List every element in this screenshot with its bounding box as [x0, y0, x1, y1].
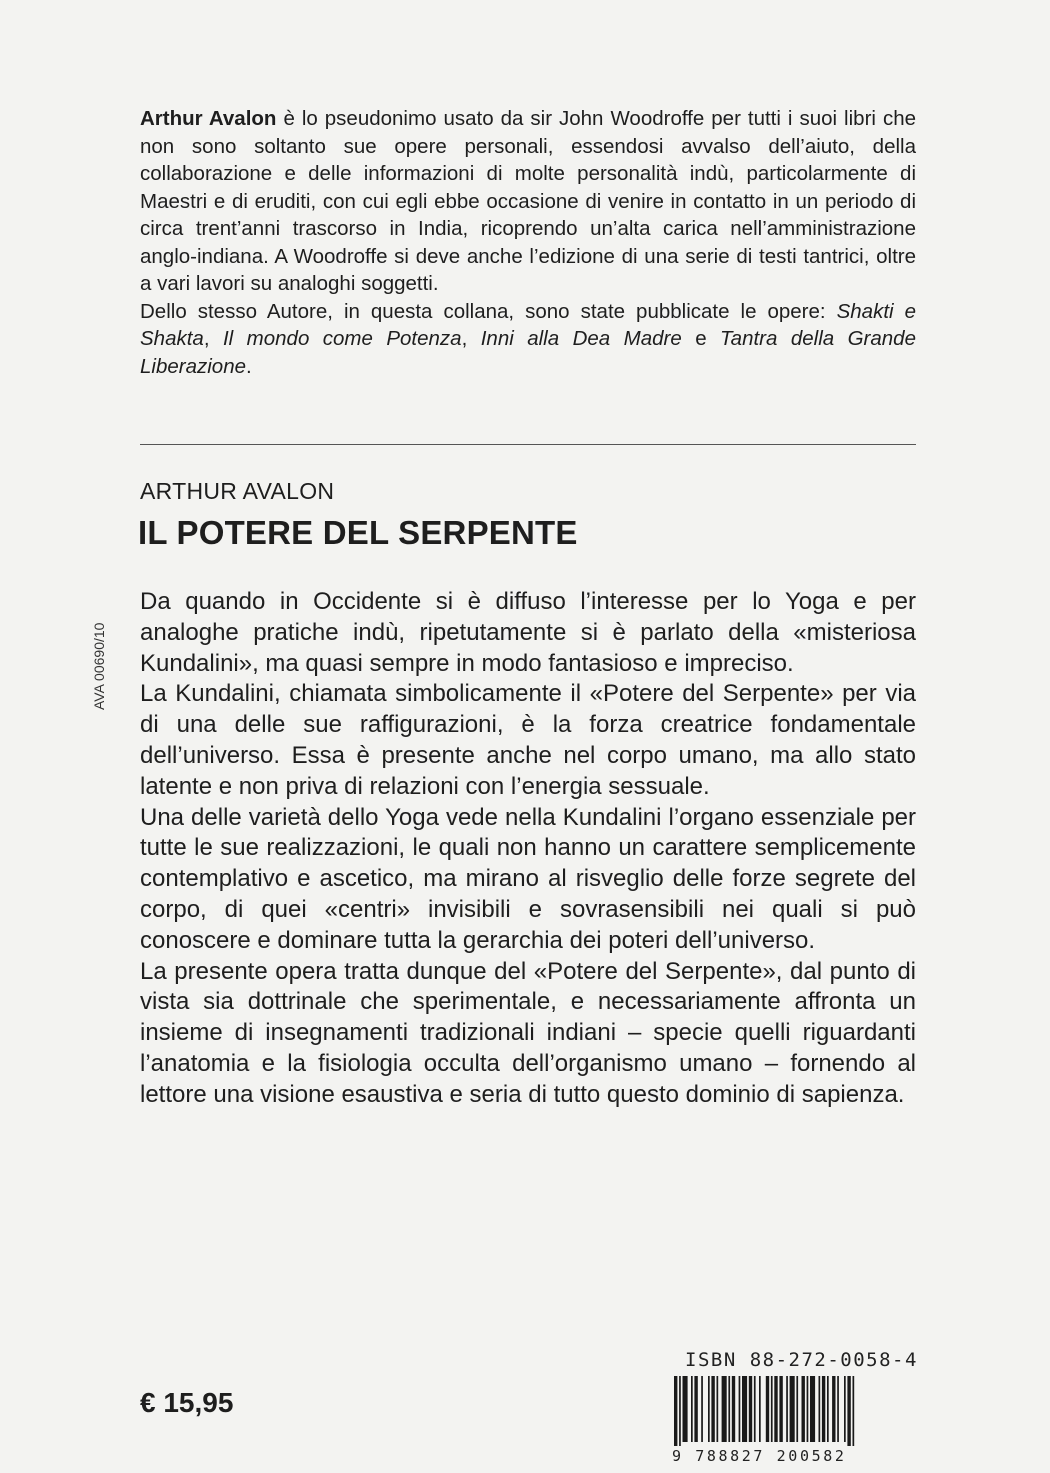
- isbn: ISBN 88-272-0058-4: [685, 1349, 918, 1371]
- barcode-bar: [853, 1376, 855, 1446]
- barcode-bar: [708, 1376, 710, 1442]
- barcode-bar: [819, 1376, 821, 1442]
- book-author: ARTHUR AVALON: [140, 478, 335, 504]
- barcode-bar: [847, 1376, 850, 1446]
- barcode-bar: [701, 1376, 703, 1442]
- bio-text: è lo pseudonimo usato da sir John Woodroffe per tutti i suoi libri che non sono soltanto sue opere personali, essendosi avvalso dell’aiuto, della collaborazione e delle informazioni di molte personalità indù, particolarmente di Maestri e di eruditi, con cui egli ebbe occasione di venire in contatto in un periodo di circa trent’anni trascorso in India, ricoprendo un’alta carica nell’amministrazione anglo-indiana. A Woodroffe si deve anche l’edizione di una serie di testi tantrici, oltre a vari lavori su analoghi soggetti.: [140, 107, 916, 295]
- blurb-paragraph: La Kundalini, chiamata simbolicamente il «Potere del Serpente» per via di una delle sue raffigurazioni, è la forza creatrice fondamentale dell’universo. Essa è presente anche nel corpo umano, ma allo stato latente e non priva di relazioni con l’energia sessuale.: [140, 680, 916, 800]
- bio-paragraph: [140, 105, 916, 298]
- separator: ,: [203, 327, 223, 350]
- barcode-digits: 9 788827 200582: [672, 1447, 847, 1465]
- author-bio: [140, 105, 916, 380]
- book-blurb: [140, 587, 916, 1111]
- barcode-bar: [742, 1376, 747, 1442]
- barcode-bar: [810, 1376, 815, 1442]
- barcode-bar: [754, 1376, 756, 1442]
- barcode-bar: [717, 1376, 719, 1442]
- work-title: Shakti e Shakta: [140, 299, 916, 350]
- barcode-bar: [759, 1376, 761, 1442]
- barcode-bar: [827, 1376, 829, 1442]
- barcode-bar: [802, 1376, 805, 1442]
- barcode-bar: [774, 1376, 777, 1442]
- blurb-paragraph: La presente opera tratta dunque del «Potere del Serpente», dal punto di vista sia dottrinale che sperimentale, e necessariamente affronta un insieme di insegnamenti tradizionali indiani – specie quelli riguardanti l’anatomia e la fisiologia occulta dell’organismo umano – fornendo al lettore una visione esaustiva e seria di tutto questo dominio di sapienza.: [140, 957, 916, 1108]
- works-intro: Dello stesso Autore, in questa collana, sono state pubblicate le opere:: [140, 299, 837, 323]
- barcode-bar: [807, 1376, 809, 1442]
- barcode-bar: [679, 1376, 681, 1446]
- price: € 15,95: [140, 1387, 234, 1418]
- divider-rule: [140, 444, 916, 445]
- barcode-bar: [837, 1376, 839, 1442]
- barcode-bar: [822, 1376, 825, 1442]
- barcode-bar: [674, 1376, 677, 1446]
- barcode-bar: [711, 1376, 714, 1442]
- book-title: IL POTERE DEL SERPENTE: [138, 514, 578, 551]
- barcode-bar: [786, 1376, 788, 1442]
- barcode-bar: [694, 1376, 697, 1442]
- barcode-bar: [691, 1376, 693, 1442]
- separator: ,: [461, 327, 481, 350]
- barcode-bar: [771, 1376, 773, 1442]
- blurb-paragraph: Una delle varietà dello Yoga vede nella Kundalini l’organo essenziale per tutte le sue realizzazioni, le quali non hanno un carattere semplicemente contemplativo e ascetico, ma mirano al risveglio delle forze segrete del corpo, di quei «centri» invisibili e sovrasensibili nei quali si può conoscere e dominare tutta la gerarchia dei poteri dell’universo.: [140, 803, 916, 954]
- barcode-bar: [844, 1376, 846, 1442]
- barcode-bar: [766, 1376, 769, 1442]
- barcode-bar: [739, 1376, 741, 1442]
- catalog-code: AVA 00690/10: [91, 622, 107, 710]
- barcode-bar: [779, 1376, 782, 1442]
- barcode-bar: [796, 1376, 798, 1442]
- work-title: Inni alla Dea Madre: [480, 327, 682, 350]
- bio-works: [140, 298, 916, 381]
- work-title: Il mondo come Potenza: [222, 327, 462, 350]
- barcode-bar: [728, 1376, 730, 1442]
- separator: e: [681, 327, 721, 350]
- barcode-bar: [722, 1376, 727, 1442]
- blurb-paragraph: Da quando in Occidente si è diffuso l’interesse per lo Yoga e per analoghe pratiche indù, ripetutamente si è parlato della «misteriosa Kundalini», ma quasi sempre in modo fantasioso e impreciso.: [140, 588, 916, 677]
- barcode-image: [672, 1376, 922, 1446]
- separator: .: [246, 354, 252, 378]
- barcode-bar: [732, 1376, 735, 1442]
- barcode-bar: [832, 1376, 835, 1442]
- barcode-bar: [790, 1376, 795, 1442]
- work-title: Tantra della Grande Liberazione: [140, 327, 916, 378]
- bio-author-name: Arthur Avalon: [140, 107, 277, 130]
- barcode-bar: [749, 1376, 752, 1442]
- barcode-bar: [683, 1376, 688, 1442]
